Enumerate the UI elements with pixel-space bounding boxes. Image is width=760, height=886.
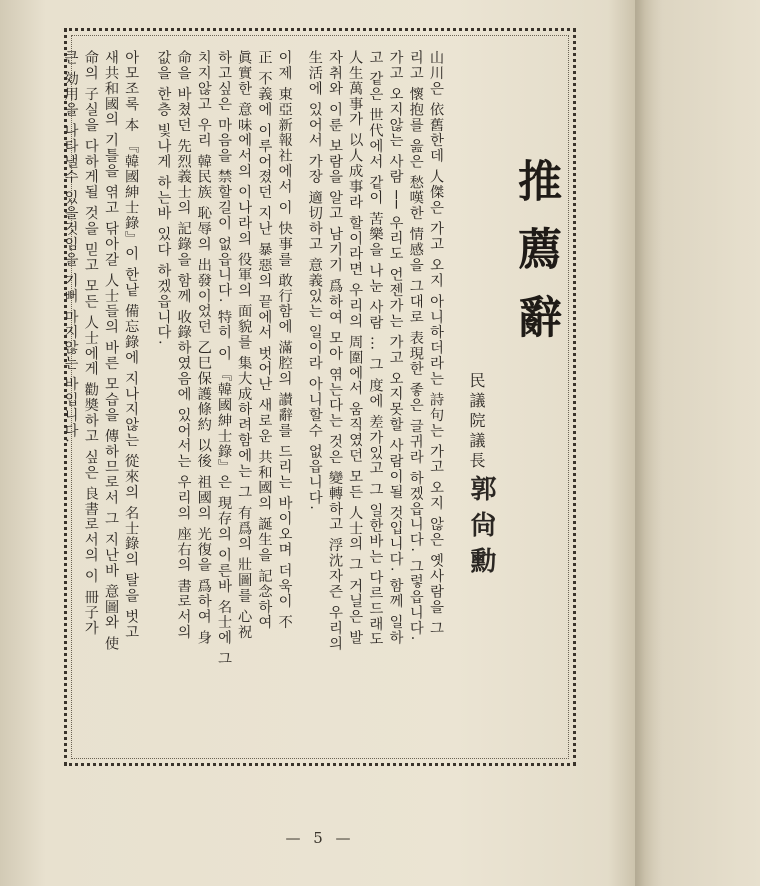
author-name: 郭尙勳: [466, 475, 496, 583]
text-column: 眞實한 意味에서의 이나라의 役軍의 面貌를 集大成하려함에는 그 有爲의 壯圖를 心祝: [236, 50, 253, 640]
text-column: 正 不義에 이루어졌던 지난 暴惡의 끝에서 벗어난 새로운 共和國의 誕生을 記念하여: [256, 50, 273, 631]
text-column: 고 같은 世代에서 같이 苦樂을 나눈 사람 … 그 度에 差가있고 그 일한바는 다르드래도: [367, 50, 384, 647]
text-column: 生活에 있어서 가장 適切하고 意義있는 일이라 아니할수 없읍니다.: [306, 50, 323, 511]
author-position: 民議院議長: [467, 372, 486, 472]
text-column: 아모조록 本 『韓國紳士錄』이 한낱 備忘錄에 지나지않는 從來의 名士錄의 탈을 벗고: [123, 50, 140, 640]
text-column: 값을 한층 빛나게 하는바 있다 하겠읍니다.: [155, 50, 172, 346]
text-column: 命의 子실을 다하게될 것을 믿고 모든 人士에게 勸奬하고 싶은 良書로서의 이 冊子가: [82, 50, 99, 636]
text-column: 새共和國의 기틀을 엮고 닦아갈 人士들의 바른 모습을 傳하므로서 그 지난바 意圖와 使: [103, 50, 119, 652]
text-column: 人生萬事가 以人成事라 할이라면 우리의 周圍에서 움직였던 모든 人士의 그 거닐은 발: [347, 50, 364, 646]
text-column: 이제 東亞新報社에서 이 快事를 敢行함에 滿腔의 讃辭를 드리는 바이오며 더욱이 不: [276, 50, 293, 631]
text-column: 큰 効用을 나타낼수 있을것임을 기뻐 마지않는 바입니다.: [62, 50, 79, 444]
facing-page-edge: [635, 0, 760, 886]
text-column: 山川은 依舊한데 人傑은 가고 오지 아니하더라는 詩句는 가고 오지 않은 옛사람을 그: [428, 50, 444, 636]
page-title: 推薦辭: [510, 158, 561, 362]
text-column: 命을 바쳤던 先烈義士의 記錄을 함께 收錄하였음에 있어서는 우리의 座右의 書로서의: [175, 50, 192, 640]
text-column: 자취와 이룬 보람을 알고 남기기 爲하여 모아 엮는다는 것은 變轉하고 浮沈자즌 우리의: [327, 50, 343, 652]
text-column: 치지않고 우리 韓民族 恥辱의 出發이었던 乙巳保護條約 以後 祖國의 光復을 爲하여 身: [195, 50, 212, 646]
text-column: 리고 懷抱를 읊은 愁嘆한 情感을 그대로 表現한 좋은 글귀라 하겠읍니다. 그렇읍니다.: [407, 50, 424, 642]
text-column: 하고싶은 마음을 禁할길이 없읍니다. 特히 이 『韓國紳士錄』은 現存의 이른바 名士에 그: [216, 50, 232, 667]
page-number: — 5 —: [285, 829, 355, 847]
text-column: 가고 오지않는 사람 ── 우리도 언젠가는 가고 오지못할 사람이될 것입니다. 함께 일하: [387, 50, 404, 646]
